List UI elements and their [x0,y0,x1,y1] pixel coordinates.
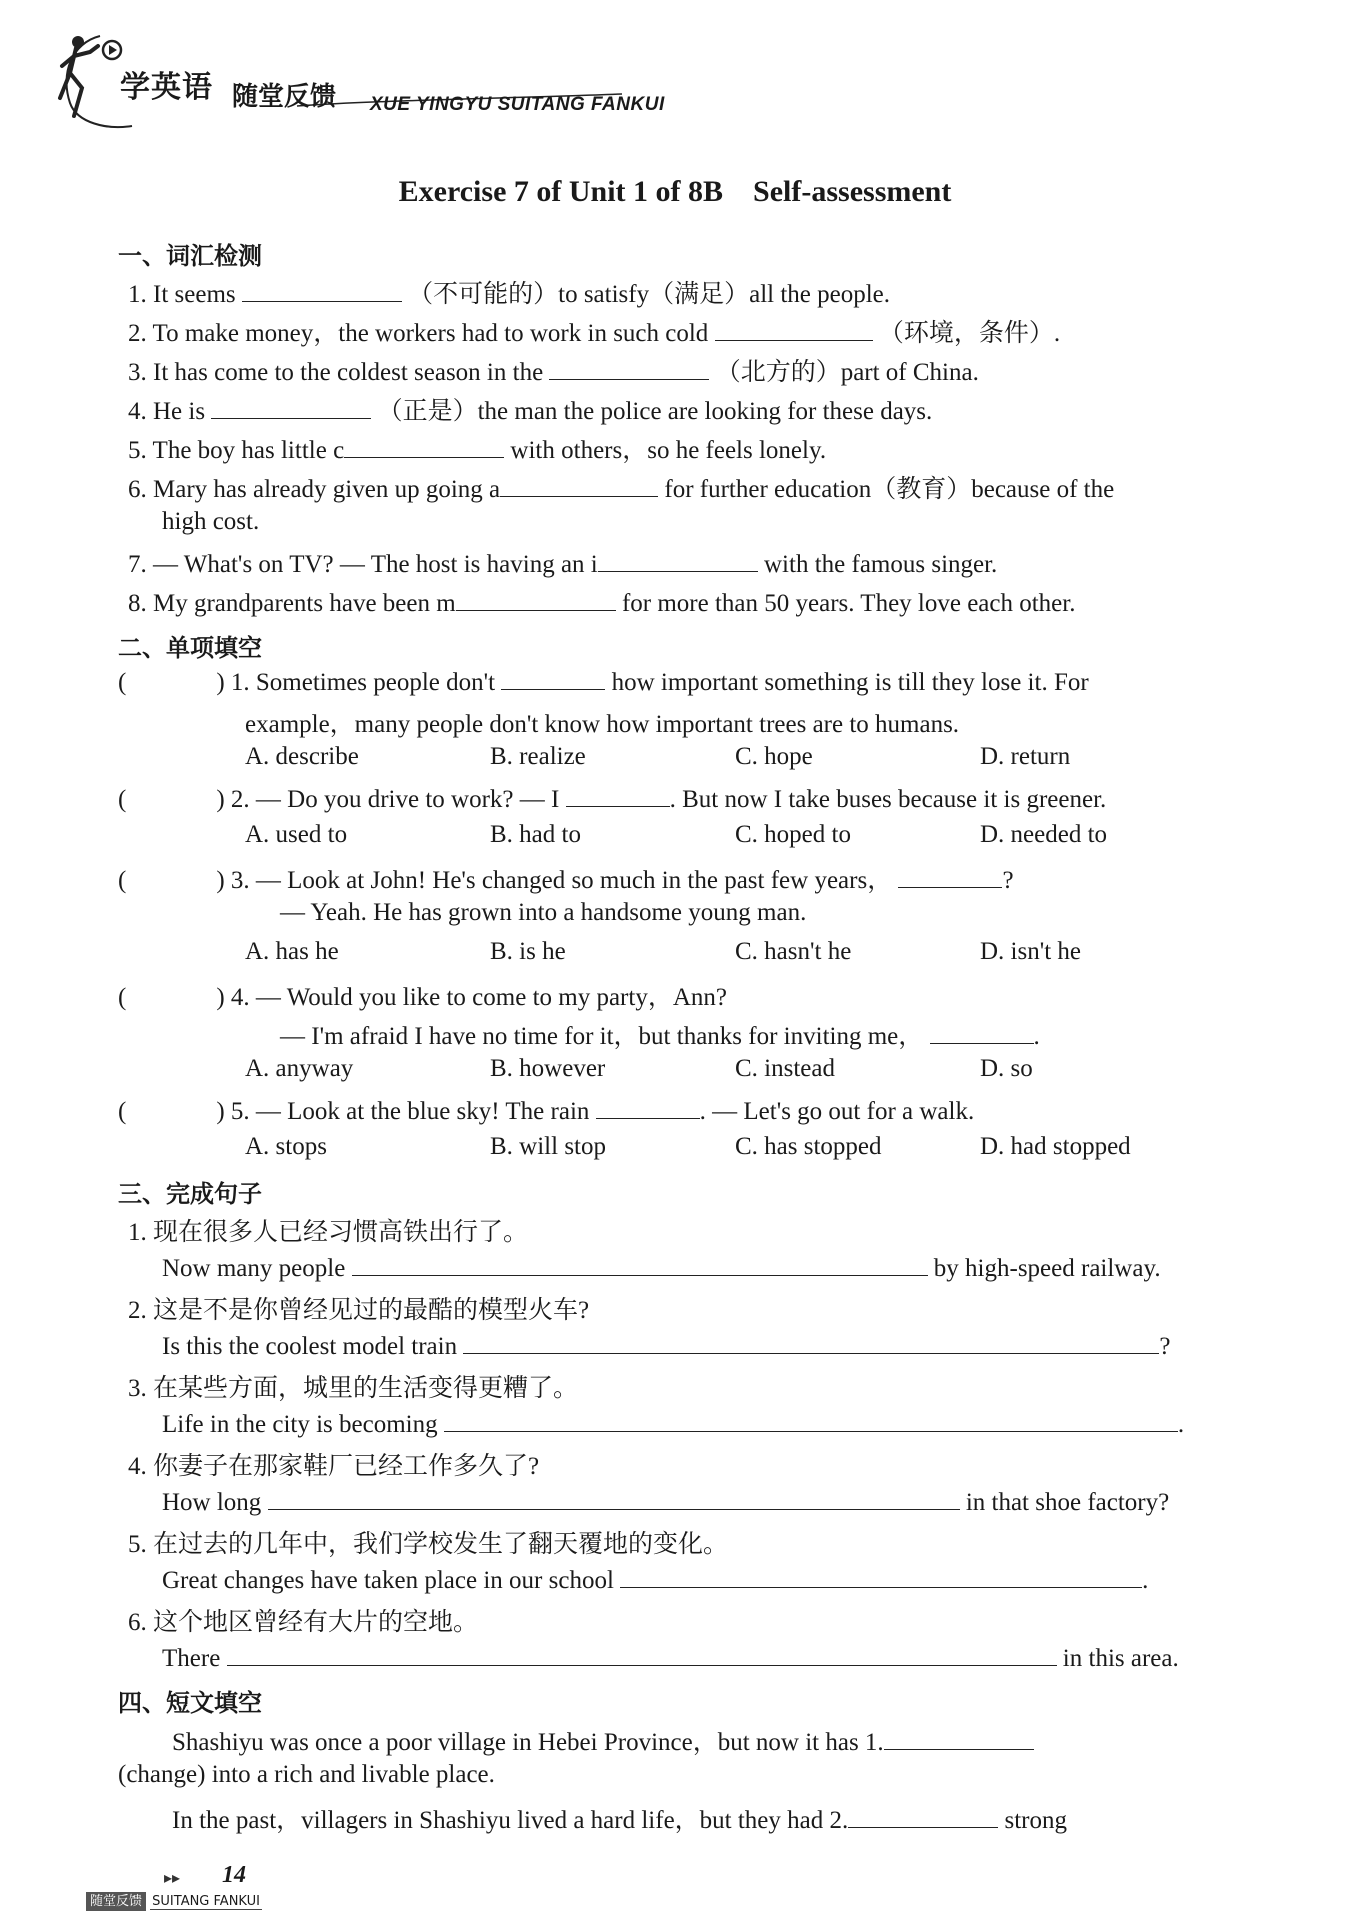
passage-line-2: (change) into a rich and livable place. [118,1761,495,1788]
answer-blank[interactable] [848,1803,998,1828]
section-heading-vocab: 一、词汇检测 [118,242,262,270]
mc-option[interactable]: B. however [490,1055,606,1082]
answer-blank[interactable] [501,665,605,690]
mc-option[interactable]: D. had stopped [980,1133,1131,1160]
complete-question-3: Life in the city is becoming . [162,1407,1184,1439]
answer-blank[interactable] [620,1563,1142,1588]
mc-option[interactable]: C. instead [735,1055,835,1082]
mc-option[interactable]: A. used to [245,821,348,848]
complete-question-6-cn: 6. 这个地区曾经有大片的空地。 [128,1609,479,1636]
mc-question-1: ( ) 1. Sometimes people don't how important something is till they lose it. For [118,665,1089,697]
answer-blank[interactable] [268,1485,960,1510]
mc-option[interactable]: D. so [980,1055,1033,1082]
mc-option[interactable]: D. return [980,743,1071,770]
vocab-question-3: 3. It has come to the coldest season in the （北方的）part of China. [128,352,979,388]
section-heading-passage: 四、短文填空 [118,1689,262,1717]
header-pinyin: XUE YINGYU SUITANG FANKUI [370,94,665,115]
vocab-question-4: 4. He is （正是）the man the police are looking for these days. [128,391,932,427]
section-heading-complete: 三、完成句子 [118,1180,262,1208]
complete-question-6: There in this area. [162,1641,1179,1673]
complete-question-5-cn: 5. 在过去的几年中，我们学校发生了翻天覆地的变化。 [128,1531,729,1558]
answer-blank[interactable] [930,1019,1034,1044]
mc-option[interactable]: B. will stop [490,1133,606,1160]
mc-option[interactable]: A. has he [245,938,339,965]
vocab-question-6: 6. Mary has already given up going a for further education（教育）because of the [128,469,1114,505]
complete-question-4-cn: 4. 你妻子在那家鞋厂已经工作多久了? [128,1453,540,1480]
answer-blank[interactable] [549,355,709,380]
complete-question-2: Is this the coolest model train ? [162,1329,1170,1361]
mc-question-3: ( ) 3. — Look at John! He's changed so much in the past few years， ? [118,860,1014,896]
mc-question-2: ( ) 2. — Do you drive to work? — I . But now I take buses because it is greener. [118,782,1106,814]
document-title: Exercise 7 of Unit 1 of 8B Self-assessment [398,175,952,208]
mc-option[interactable]: C. hoped to [735,821,851,848]
footer-label-en: SUITANG FANKUI [152,1894,260,1909]
mc-option[interactable]: A. stops [245,1133,327,1160]
answer-blank[interactable] [242,277,402,302]
vocab-question-6-cont: high cost. [162,508,260,535]
passage-line-3: In the past，villagers in Shashiyu lived a hard life，but they had 2. strong [172,1800,1067,1836]
answer-blank[interactable] [444,1407,1178,1432]
complete-question-1: Now many people by high-speed railway. [162,1251,1161,1283]
answer-blank[interactable] [500,472,658,497]
vocab-question-5: 5. The boy has little c with others，so he feels lonely. [128,430,826,466]
footer-label [86,1890,286,1914]
mc-option[interactable]: A. describe [245,743,359,770]
mc-option[interactable]: B. realize [490,743,586,770]
mc-question-1-cont: example，many people don't know how important trees are to humans. [245,711,960,738]
mc-option[interactable]: D. isn't he [980,938,1082,965]
footer-label-cn: 随堂反馈 [86,1892,146,1911]
mc-question-4: ( ) 4. — Would you like to come to my party，Ann? [118,984,727,1011]
answer-blank[interactable] [596,1094,700,1119]
answer-blank[interactable] [566,782,670,807]
mc-option[interactable]: C. hope [735,743,813,770]
mc-option[interactable]: A. anyway [245,1055,354,1082]
answer-blank[interactable] [211,394,371,419]
answer-blank[interactable] [227,1641,1057,1666]
page-number: 14 [222,1862,246,1888]
mc-question-3-cont: — Yeah. He has grown into a handsome young man. [280,899,807,926]
vocab-question-8: 8. My grandparents have been m for more than 50 years. They love each other. [128,586,1075,618]
mc-option[interactable]: D. needed to [980,821,1108,848]
section-heading-mc: 二、单项填空 [118,634,262,662]
answer-blank[interactable] [884,1725,1034,1750]
answer-blank[interactable] [352,1251,928,1276]
complete-question-5: Great changes have taken place in our school . [162,1563,1148,1595]
page-arrows-icon: ▸▸ [164,1870,181,1887]
complete-question-1-cn: 1. 现在很多人已经习惯高铁出行了。 [128,1219,529,1246]
vocab-question-2: 2. To make money，the workers had to work in such cold （环境，条件）. [128,313,1060,349]
complete-question-4: How long in that shoe factory? [162,1485,1169,1517]
answer-blank[interactable] [463,1329,1159,1354]
answer-blank[interactable] [715,316,873,341]
vocab-question-7: 7. — What's on TV? — The host is having an i with the famous singer. [128,547,997,579]
mc-option[interactable]: C. hasn't he [735,938,852,965]
mc-option[interactable]: B. is he [490,938,566,965]
header-title: 学英语 [120,70,213,105]
answer-blank[interactable] [898,863,1002,888]
mc-option[interactable]: B. had to [490,821,581,848]
complete-question-2-cn: 2. 这是不是你曾经见过的最酷的模型火车? [128,1297,590,1324]
header-subtitle: 随堂反馈 [232,82,337,112]
mc-option[interactable]: C. has stopped [735,1133,882,1160]
vocab-question-1: 1. It seems （不可能的）to satisfy（满足）all the people. [128,274,890,310]
mc-question-5: ( ) 5. — Look at the blue sky! The rain . — Let's go out for a walk. [118,1094,974,1126]
mc-question-4-cont: — I'm afraid I have no time for it，but thanks for inviting me， . [280,1016,1040,1052]
complete-question-3-cn: 3. 在某些方面，城里的生活变得更糟了。 [128,1375,579,1402]
answer-blank[interactable] [344,433,504,458]
passage-line-1: Shashiyu was once a poor village in Hebei Province，but now it has 1. [172,1722,1034,1758]
answer-blank[interactable] [598,547,758,572]
answer-blank[interactable] [456,586,616,611]
